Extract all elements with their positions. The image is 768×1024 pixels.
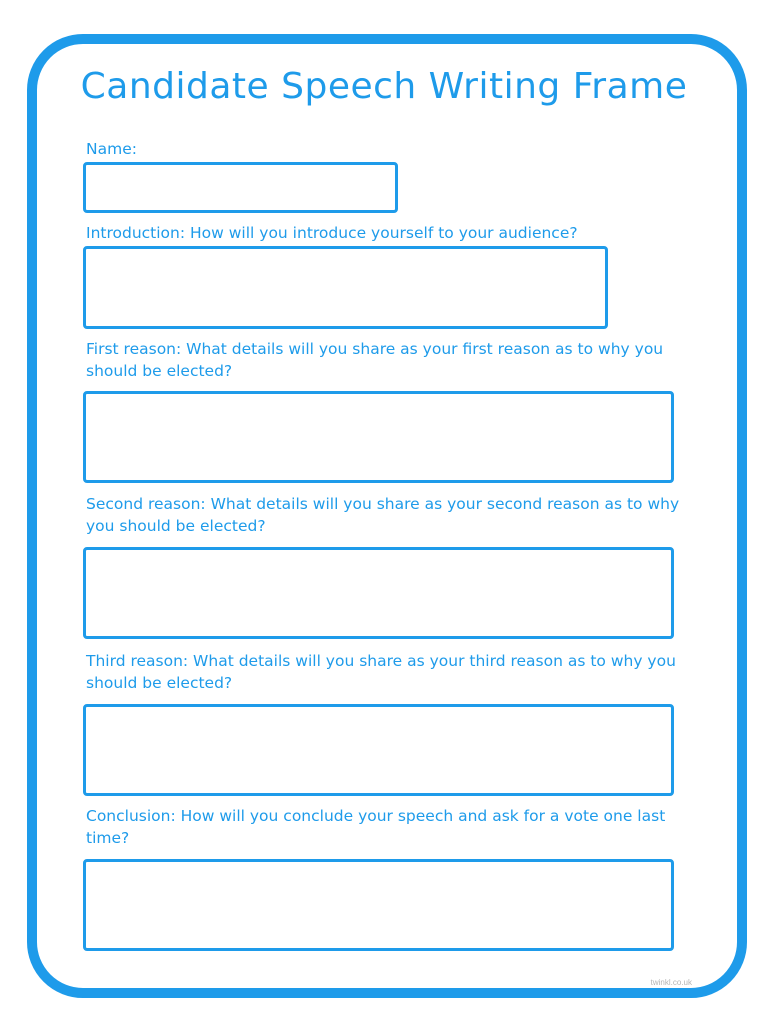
third-reason-answer-box[interactable] <box>83 704 674 796</box>
page-title: Candidate Speech Writing Frame <box>80 66 688 107</box>
conclusion-answer-box[interactable] <box>83 859 674 951</box>
second-reason-answer-box[interactable] <box>83 547 674 639</box>
first-reason-label: First reason: What details will you share as your first reason as to why you should be elected? <box>86 340 664 380</box>
second-reason-label: Second reason: What details will you share as your second reason as to why you should be elected? <box>86 495 680 535</box>
conclusion-label: Conclusion: How will you conclude your speech and ask for a vote one last time? <box>86 807 666 847</box>
first-reason-answer-box[interactable] <box>83 391 674 483</box>
introduction-label: Introduction: How will you introduce yourself to your audience? <box>86 224 578 242</box>
name-answer-box[interactable] <box>83 162 398 213</box>
footer-credit: twinkl.co.uk <box>650 978 692 987</box>
third-reason-label: Third reason: What details will you share as your third reason as to why you should be elected? <box>86 652 676 692</box>
name-label: Name: <box>86 140 137 158</box>
introduction-answer-box[interactable] <box>83 246 608 329</box>
